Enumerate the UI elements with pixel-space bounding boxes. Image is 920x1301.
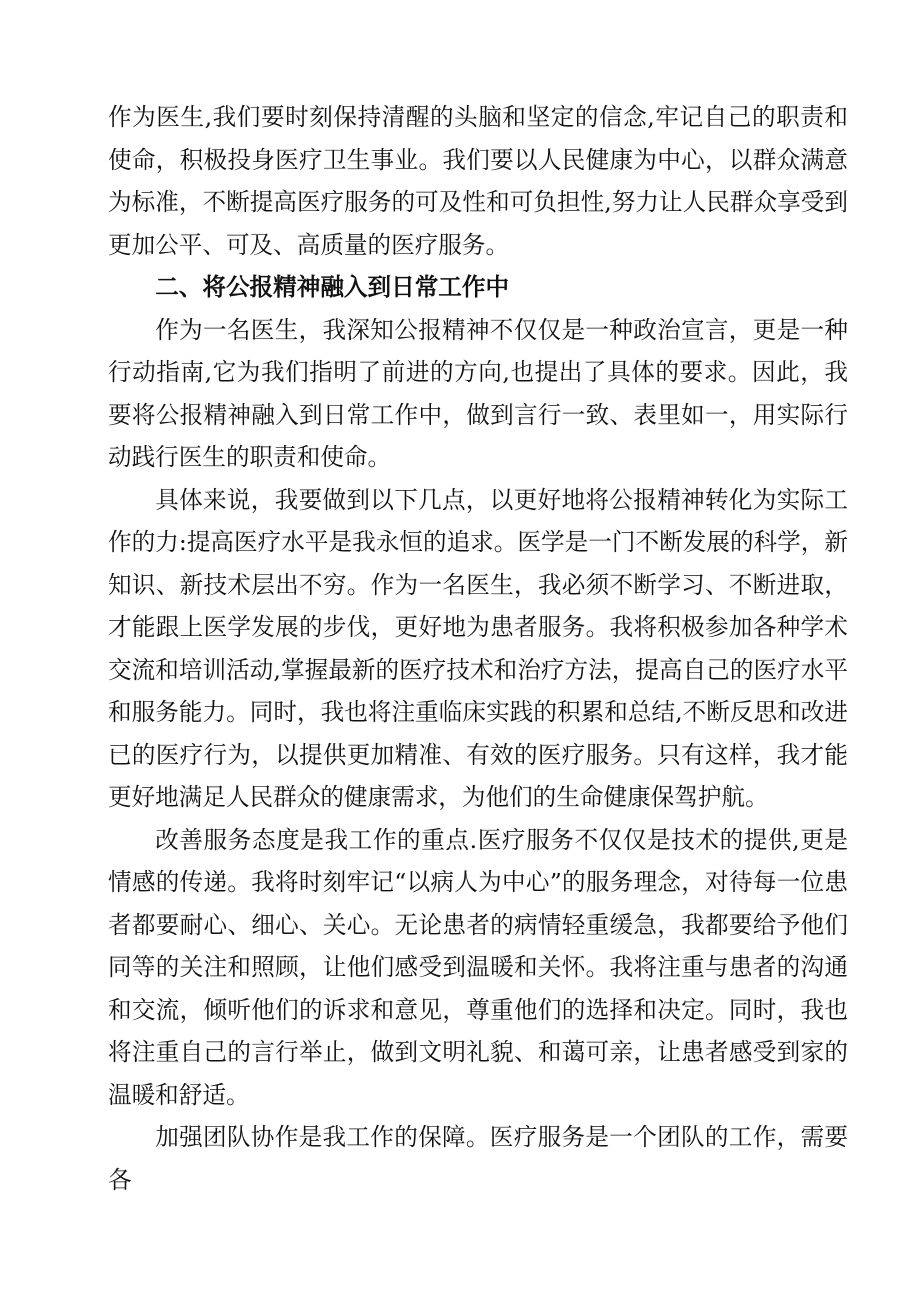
body-paragraph-intro: 作为医生,我们要时刻保持清醒的头脑和坚定的信念,牢记自己的职责和使命，积极投身医疗卫生事业。我们要以人民健康为中心，以群众满意为标准，不断提高医疗服务的可及性和可负担性,努力让人民群众享受到更加公平、可及、高质量的医疗服务。 xyxy=(108,103,848,259)
document-page xyxy=(108,96,848,1201)
body-paragraph-teamwork: 加强团队协作是我工作的保障。医疗服务是一个团队的工作，需要各 xyxy=(108,1123,848,1194)
body-paragraph-service-attitude: 改善服务态度是我工作的重点.医疗服务不仅仅是技术的提供,更是情感的传递。我将时刻牢记“以病人为中心”的服务理念，对待每一位患者都要耐心、细心、关心。无论患者的病情轻重缓急，我都要给予他们同等的关注和照顾，让他们感受到温暖和关怀。我将注重与患者的沟通和交流，倾听他们的诉求和意见，尊重他们的选择和决定。同时，我也将注重自己的言行举止，做到文明礼貌、和蔼可亲，让患者感受到家的温暖和舒适。 xyxy=(108,825,848,1109)
body-paragraph-guide: 作为一名医生，我深知公报精神不仅仅是一种政治宣言，更是一种行动指南,它为我们指明了前进的方向,也提出了具体的要求。因此，我要将公报精神融入到日常工作中，做到言行一致、表里如一，用实际行动践行医生的职责和使命。 xyxy=(108,315,848,471)
section-heading: 二、将公报精神融入到日常工作中 xyxy=(155,273,510,301)
body-paragraph-medical-level: 具体来说，我要做到以下几点，以更好地将公报精神转化为实际工作的力:提高医疗水平是我永恒的追求。医学是一门不断发展的科学，新知识、新技术层出不穷。作为一名医生，我必须不断学习、不断进取，才能跟上医学发展的步伐，更好地为患者服务。我将积极参加各种学术交流和培训活动,掌握最新的医疗技术和治疗方法，提高自己的医疗水平和服务能力。同时，我也将注重临床实践的积累和总结,不断反思和改进已的医疗行为，以提供更加精准、有效的医疗服务。只有这样，我才能更好地满足人民群众的健康需求，为他们的生命健康保驾护航。 xyxy=(108,485,848,811)
